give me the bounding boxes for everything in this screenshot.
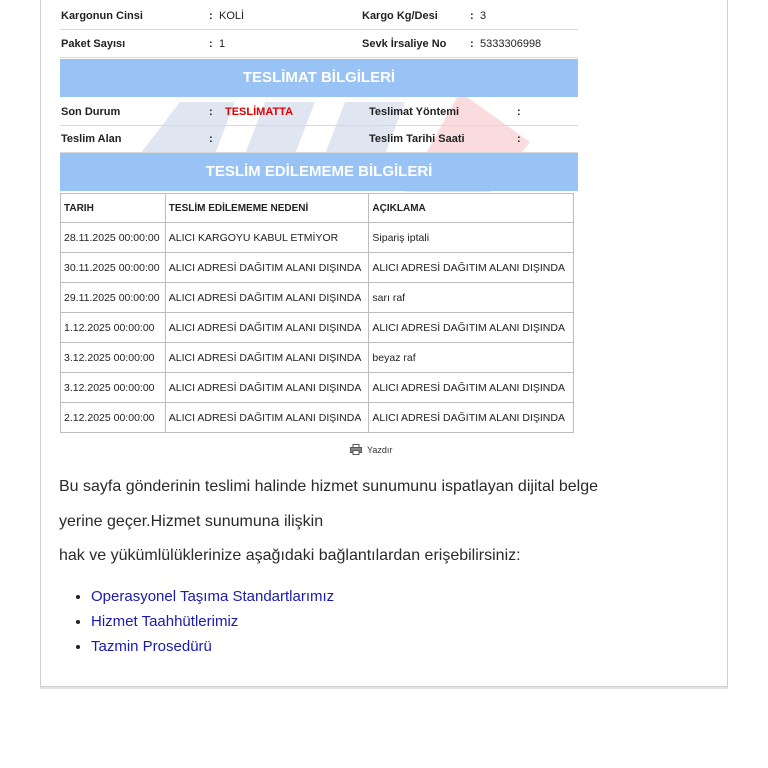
colon: : — [517, 133, 521, 145]
colon: : — [209, 133, 213, 145]
cell-reason: ALICI KARGOYU KABUL ETMİYOR — [165, 223, 369, 253]
table-row — [61, 403, 574, 433]
cell-description: Sipariş iptali — [369, 223, 574, 253]
link-operational-standards[interactable]: • Operasyonel Taşıma Standartlarımız — [91, 584, 334, 609]
table-row — [61, 283, 574, 313]
cell-reason: ALICI ADRESİ DAĞITIM ALANI DIŞINDA — [165, 253, 369, 283]
column-header-description: AÇIKLAMA — [369, 194, 574, 223]
cargo-weight-value: 3 — [480, 10, 487, 22]
cargo-row-1 — [60, 2, 578, 30]
cell-date: 3.12.2025 00:00:00 — [61, 373, 166, 403]
cell-reason: ALICI ADRESİ DAĞITIM ALANI DIŞINDA — [165, 283, 369, 313]
cell-date: 2.12.2025 00:00:00 — [61, 403, 166, 433]
failed-delivery-table — [60, 193, 574, 433]
link-service-commitments[interactable]: • Hizmet Taahhütlerimiz — [91, 609, 334, 634]
info-line-2: yerine geçer.Hizmet sunumuna ilişkin — [59, 513, 324, 530]
delivery-header: TESLİMAT BİLGİLERİ — [60, 59, 578, 97]
policy-links — [60, 584, 334, 659]
column-header-date: TARIH — [61, 194, 166, 223]
table-row — [61, 373, 574, 403]
datetime-label: Teslim Tarihi Saati — [369, 133, 465, 145]
printer-icon — [350, 444, 362, 455]
cell-date: 1.12.2025 00:00:00 — [61, 313, 166, 343]
info-line-1: Bu sayfa gönderinin teslimi halinde hizmet sunumunu ispatlayan dijital belge — [59, 478, 598, 495]
colon: : — [517, 106, 521, 118]
table-row — [61, 223, 574, 253]
cell-date: 3.12.2025 00:00:00 — [61, 343, 166, 373]
cell-date: 29.11.2025 00:00:00 — [61, 283, 166, 313]
cell-description: sarı raf — [369, 283, 574, 313]
cell-reason: ALICI ADRESİ DAĞITIM ALANI DIŞINDA — [165, 403, 369, 433]
pieces-value: 1 — [219, 38, 226, 50]
info-line-3: hak ve yükümlülüklerinize aşağıdaki bağlantılardan erişebilirsiniz: — [59, 547, 521, 564]
print-button[interactable] — [350, 444, 392, 455]
status-value: TESLİMATTA — [225, 106, 294, 118]
cargo-row-2 — [60, 30, 578, 58]
cell-date: 30.11.2025 00:00:00 — [61, 253, 166, 283]
colon: : — [209, 38, 213, 50]
colon: : — [470, 10, 474, 22]
cargo-type-label: Kargonun Cinsi — [61, 10, 143, 22]
cell-description: ALICI ADRESİ DAĞITIM ALANI DIŞINDA — [369, 403, 574, 433]
table-row — [61, 253, 574, 283]
cell-description: ALICI ADRESİ DAĞITIM ALANI DIŞINDA — [369, 373, 574, 403]
cell-description: ALICI ADRESİ DAĞITIM ALANI DIŞINDA — [369, 313, 574, 343]
cargo-type-value: KOLİ — [219, 10, 245, 22]
cell-date: 28.11.2025 00:00:00 — [61, 223, 166, 253]
status-label: Son Durum — [61, 106, 121, 118]
cell-reason: ALICI ADRESİ DAĞITIM ALANI DIŞINDA — [165, 313, 369, 343]
print-label: Yazdır — [367, 444, 393, 455]
colon: : — [209, 106, 213, 118]
cell-description: beyaz raf — [369, 343, 574, 373]
receiver-label: Teslim Alan — [61, 133, 122, 145]
cell-reason: ALICI ADRESİ DAĞITIM ALANI DIŞINDA — [165, 343, 369, 373]
waybill-label: Sevk İrsaliye No — [362, 38, 447, 50]
column-header-reason: TESLİM EDİLEMEME NEDENİ — [165, 194, 369, 223]
failed-delivery-header: TESLİM EDİLEMEME BİLGİLERİ — [60, 153, 578, 191]
cargo-weight-label: Kargo Kg/Desi — [362, 10, 438, 22]
delivery-row-1 — [60, 98, 578, 126]
pieces-label: Paket Sayısı — [61, 38, 126, 50]
table-row — [61, 313, 574, 343]
cell-description: ALICI ADRESİ DAĞITIM ALANI DIŞINDA — [369, 253, 574, 283]
cell-reason: ALICI ADRESİ DAĞITIM ALANI DIŞINDA — [165, 373, 369, 403]
waybill-value: 5333306998 — [480, 38, 542, 50]
colon: : — [209, 10, 213, 22]
delivery-row-2 — [60, 125, 578, 153]
table-row — [61, 343, 574, 373]
colon: : — [470, 38, 474, 50]
link-compensation-procedure[interactable]: • Tazmin Prosedürü — [91, 634, 334, 659]
table-header-row — [61, 194, 574, 223]
method-label: Teslimat Yöntemi — [369, 106, 460, 118]
